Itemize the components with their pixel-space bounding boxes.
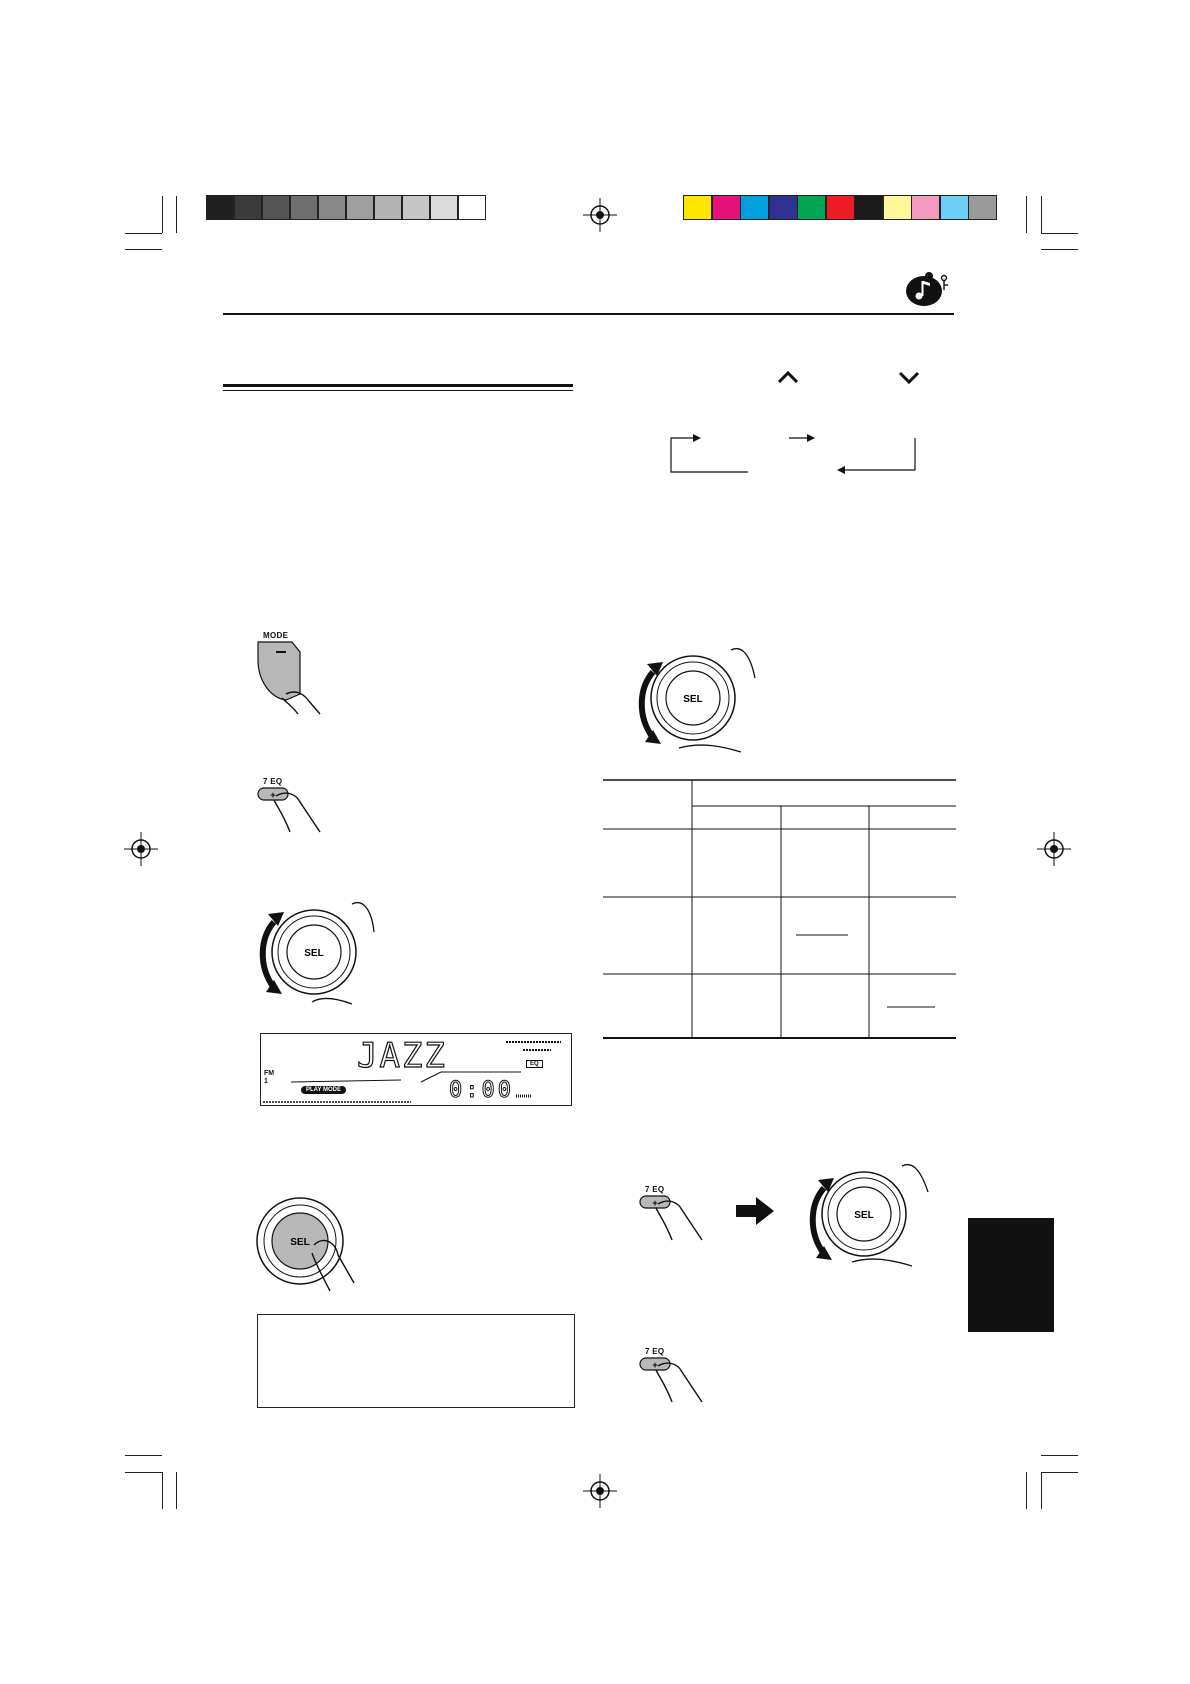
section-heading-rule: [223, 384, 573, 387]
lcd-display: [260, 1033, 572, 1106]
step-eq-label: 7 EQ: [645, 1185, 665, 1194]
crop-mark: [1041, 1472, 1042, 1509]
sel-dial-rotate[interactable]: [252, 892, 392, 1014]
svg-text:SEL: SEL: [290, 1237, 310, 1248]
step-eq-button[interactable]: [638, 1194, 708, 1244]
color-swatch: [769, 195, 798, 220]
color-swatch: [683, 195, 712, 220]
crop-mark: [176, 1472, 177, 1509]
lcd-clock: 0:00: [449, 1078, 514, 1103]
gray-swatch: [402, 195, 430, 220]
eq-settings-table: [603, 779, 956, 1039]
gray-swatch: [234, 195, 262, 220]
header-rule: [223, 313, 954, 315]
gray-swatch: [458, 195, 486, 220]
lcd-eq-indicator: EQ: [526, 1060, 543, 1068]
chevron-down-icon: [898, 370, 920, 384]
svg-text:SEL: SEL: [304, 948, 324, 959]
final-eq-label: 7 EQ: [645, 1347, 665, 1356]
crop-mark: [125, 1472, 162, 1473]
color-swatch: [883, 195, 912, 220]
gray-swatch: [290, 195, 318, 220]
crop-mark: [1041, 249, 1078, 250]
registration-target-icon: [124, 832, 158, 866]
lcd-main-text: JAZZ: [357, 1036, 447, 1076]
lcd-preset-text: 1: [264, 1078, 268, 1085]
step-sel-dial[interactable]: [802, 1158, 942, 1280]
note-box: [257, 1314, 575, 1408]
registration-target-icon: [583, 1474, 617, 1508]
lcd-band-text: FM: [264, 1070, 275, 1077]
color-swatch: [712, 195, 741, 220]
color-swatch: [940, 195, 969, 220]
color-swatch: [740, 195, 769, 220]
chevron-up-icon: [777, 370, 799, 384]
crop-mark: [162, 1472, 163, 1509]
sel-dial-rotate-right[interactable]: [631, 642, 771, 764]
sel-dial-press[interactable]: [254, 1195, 374, 1295]
color-swatch: [797, 195, 826, 220]
mode-button-label: MODE: [263, 631, 289, 640]
eq-button[interactable]: [256, 786, 326, 836]
gray-swatch: [374, 195, 402, 220]
gray-swatch: [346, 195, 374, 220]
gray-swatch: [318, 195, 346, 220]
section-heading-rule: [223, 390, 573, 391]
final-eq-button[interactable]: [638, 1356, 708, 1406]
crop-mark: [1026, 1472, 1027, 1509]
crop-mark: [125, 1455, 162, 1456]
crop-mark: [1041, 1472, 1078, 1473]
music-note-icon: [904, 268, 952, 308]
svg-text:SEL: SEL: [854, 1210, 874, 1221]
crop-mark: [1026, 196, 1027, 233]
gray-swatch: [430, 195, 458, 220]
eq-button-label: 7 EQ: [263, 777, 283, 786]
gray-swatch: [206, 195, 234, 220]
crop-mark: [1041, 233, 1078, 234]
mode-cycle-diagram: [665, 430, 925, 480]
color-swatch: [854, 195, 883, 220]
lcd-play-mode-badge: PLAY MODE: [301, 1086, 346, 1094]
crop-mark: [1041, 1455, 1078, 1456]
registration-target-icon: [583, 198, 617, 232]
svg-text:+: +: [652, 1360, 658, 1370]
crop-mark: [176, 196, 177, 233]
crop-mark: [1041, 196, 1042, 233]
next-step-arrow-icon: [736, 1197, 776, 1225]
registration-target-icon: [1037, 832, 1071, 866]
mode-button[interactable]: [256, 640, 328, 716]
gray-swatch: [262, 195, 290, 220]
svg-text:SEL: SEL: [683, 694, 703, 705]
color-swatch: [826, 195, 855, 220]
color-swatch: [911, 195, 940, 220]
crop-mark: [125, 249, 162, 250]
crop-mark: [125, 233, 162, 234]
crop-mark: [162, 196, 163, 233]
svg-text:+: +: [652, 1198, 658, 1208]
color-swatch: [968, 195, 997, 220]
lcd-segments: [261, 1034, 571, 1105]
svg-text:+: +: [270, 790, 276, 800]
language-tab: [968, 1218, 1054, 1332]
